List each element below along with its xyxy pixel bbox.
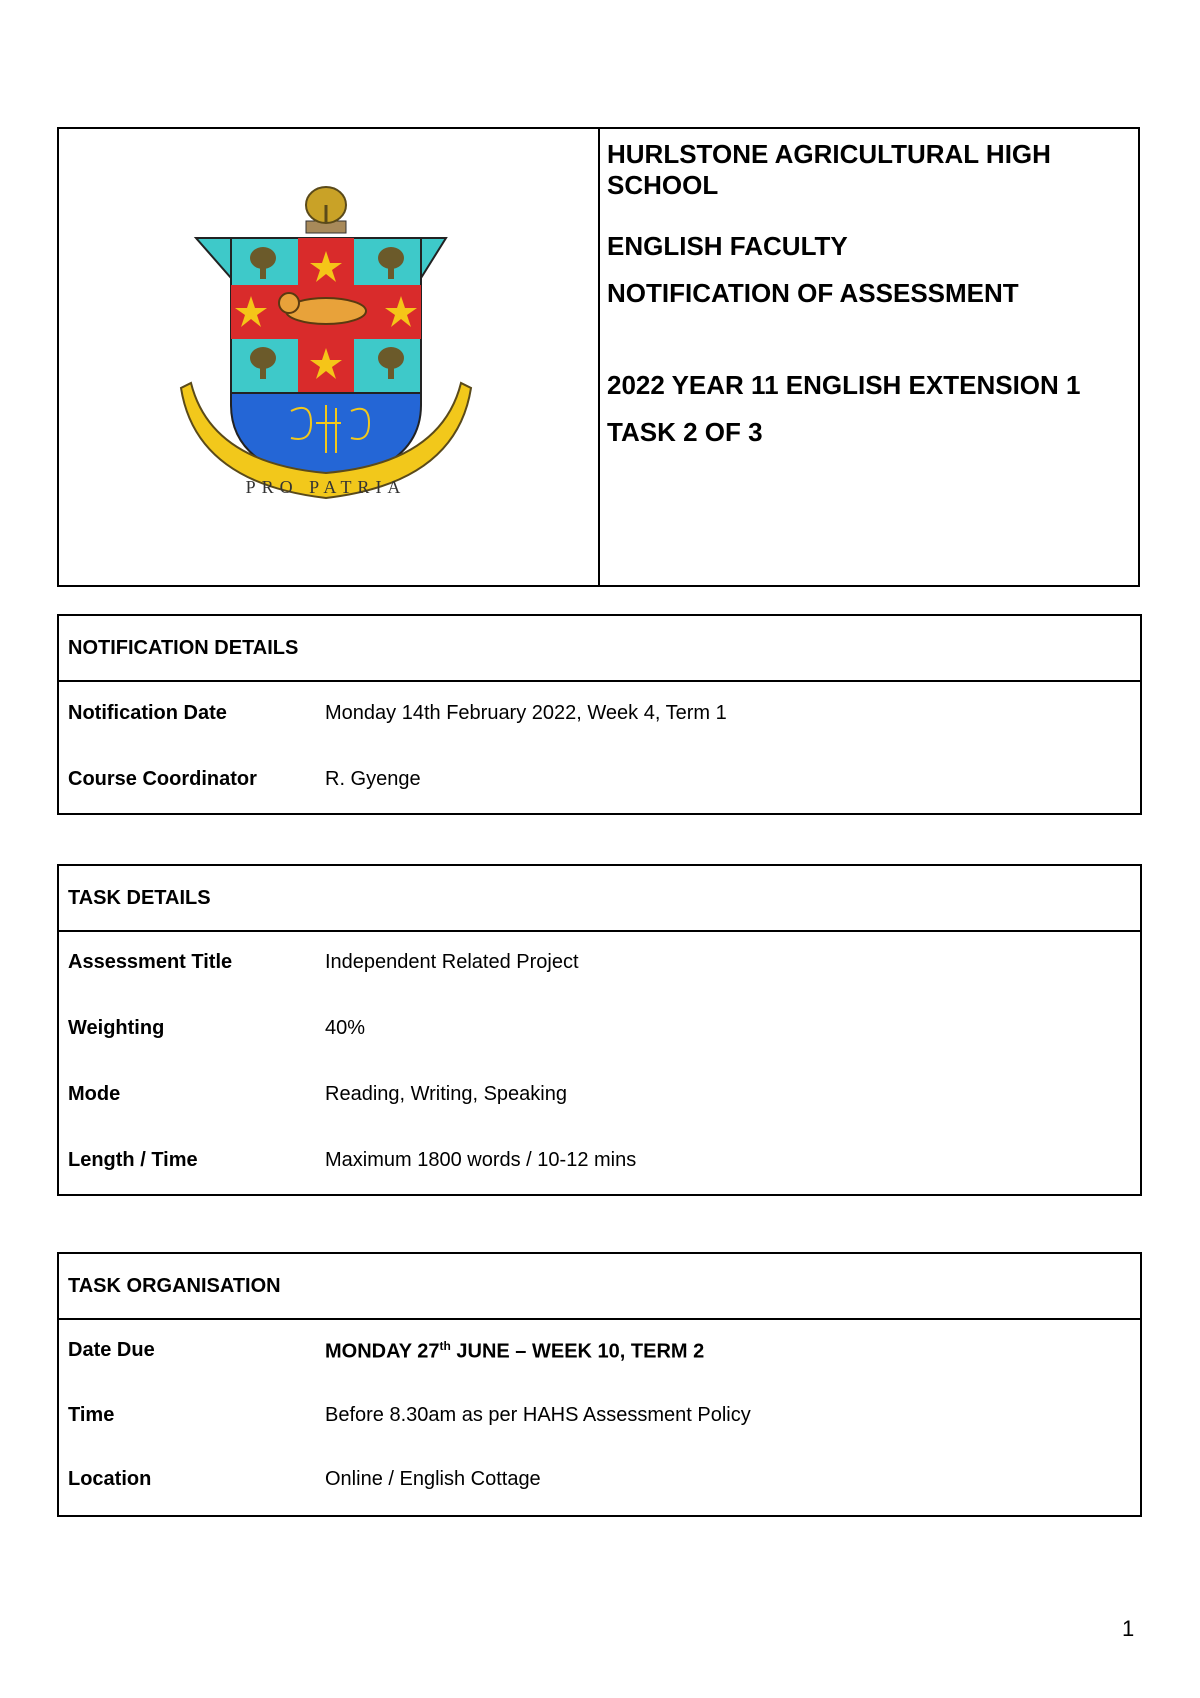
row-value: 40% xyxy=(325,1017,366,1039)
row-label: Mode xyxy=(68,1083,121,1105)
school-name-line2: SCHOOL xyxy=(607,170,719,200)
task-organisation-table xyxy=(57,1252,1142,1517)
table-row xyxy=(59,951,1140,981)
row-value: R. Gyenge xyxy=(325,768,421,790)
row-label: Assessment Title xyxy=(68,951,233,973)
row-label: Weighting xyxy=(68,1017,165,1039)
table-row xyxy=(59,1083,1140,1113)
notification-heading: NOTIFICATION DETAILS xyxy=(68,637,299,659)
row-label: Length / Time xyxy=(68,1149,198,1171)
school-crest-logo xyxy=(141,143,511,563)
row-value: Online / English Cottage xyxy=(325,1468,541,1490)
task-number: TASK 2 OF 3 xyxy=(607,417,763,447)
row-label: Course Coordinator xyxy=(68,768,257,790)
task-organisation-heading: TASK ORGANISATION xyxy=(68,1275,281,1297)
course-title: 2022 YEAR 11 ENGLISH EXTENSION 1 xyxy=(607,370,1081,400)
row-value: Independent Related Project xyxy=(325,951,579,973)
table-row xyxy=(59,1339,1140,1369)
table-row xyxy=(59,1404,1140,1434)
row-value: Reading, Writing, Speaking xyxy=(325,1083,567,1105)
task-details-heading: TASK DETAILS xyxy=(68,887,211,909)
due-date-rest: JUNE – WEEK 10, TERM 2 xyxy=(450,1340,705,1363)
due-date-value xyxy=(325,1339,704,1364)
table-row xyxy=(59,1017,1140,1047)
notice-title: NOTIFICATION OF ASSESSMENT xyxy=(607,278,1019,308)
row-value: Maximum 1800 words / 10-12 mins xyxy=(325,1149,637,1171)
table-row xyxy=(59,1468,1140,1498)
crest-top-wheat-icon xyxy=(306,187,346,233)
header-title-block xyxy=(607,139,1130,448)
row-label: Location xyxy=(68,1468,152,1490)
notification-details-header xyxy=(59,616,1140,682)
row-label: Date Due xyxy=(68,1339,155,1361)
table-row xyxy=(59,1149,1140,1179)
page-number: 1 xyxy=(1122,1616,1135,1641)
faculty-name: ENGLISH FACULTY xyxy=(607,231,848,261)
header-table xyxy=(57,127,1140,587)
due-date-day: MONDAY 27 xyxy=(325,1340,440,1363)
school-name: HURLSTONE AGRICULTURAL HIGH xyxy=(607,139,1051,169)
row-label: Time xyxy=(68,1404,115,1426)
table-row xyxy=(59,768,1140,798)
task-details-header xyxy=(59,866,1140,932)
due-date-suffix: th xyxy=(439,1339,451,1353)
crest-cell xyxy=(59,129,600,585)
row-label: Notification Date xyxy=(68,702,227,724)
table-row xyxy=(59,702,1140,732)
row-value: Monday 14th February 2022, Week 4, Term 1 xyxy=(325,702,727,724)
crest-motto: PRO PATRIA xyxy=(245,477,407,497)
task-details-table xyxy=(57,864,1142,1196)
task-organisation-header xyxy=(59,1254,1140,1320)
notification-details-table xyxy=(57,614,1142,815)
row-value: Before 8.30am as per HAHS Assessment Policy xyxy=(325,1404,751,1426)
